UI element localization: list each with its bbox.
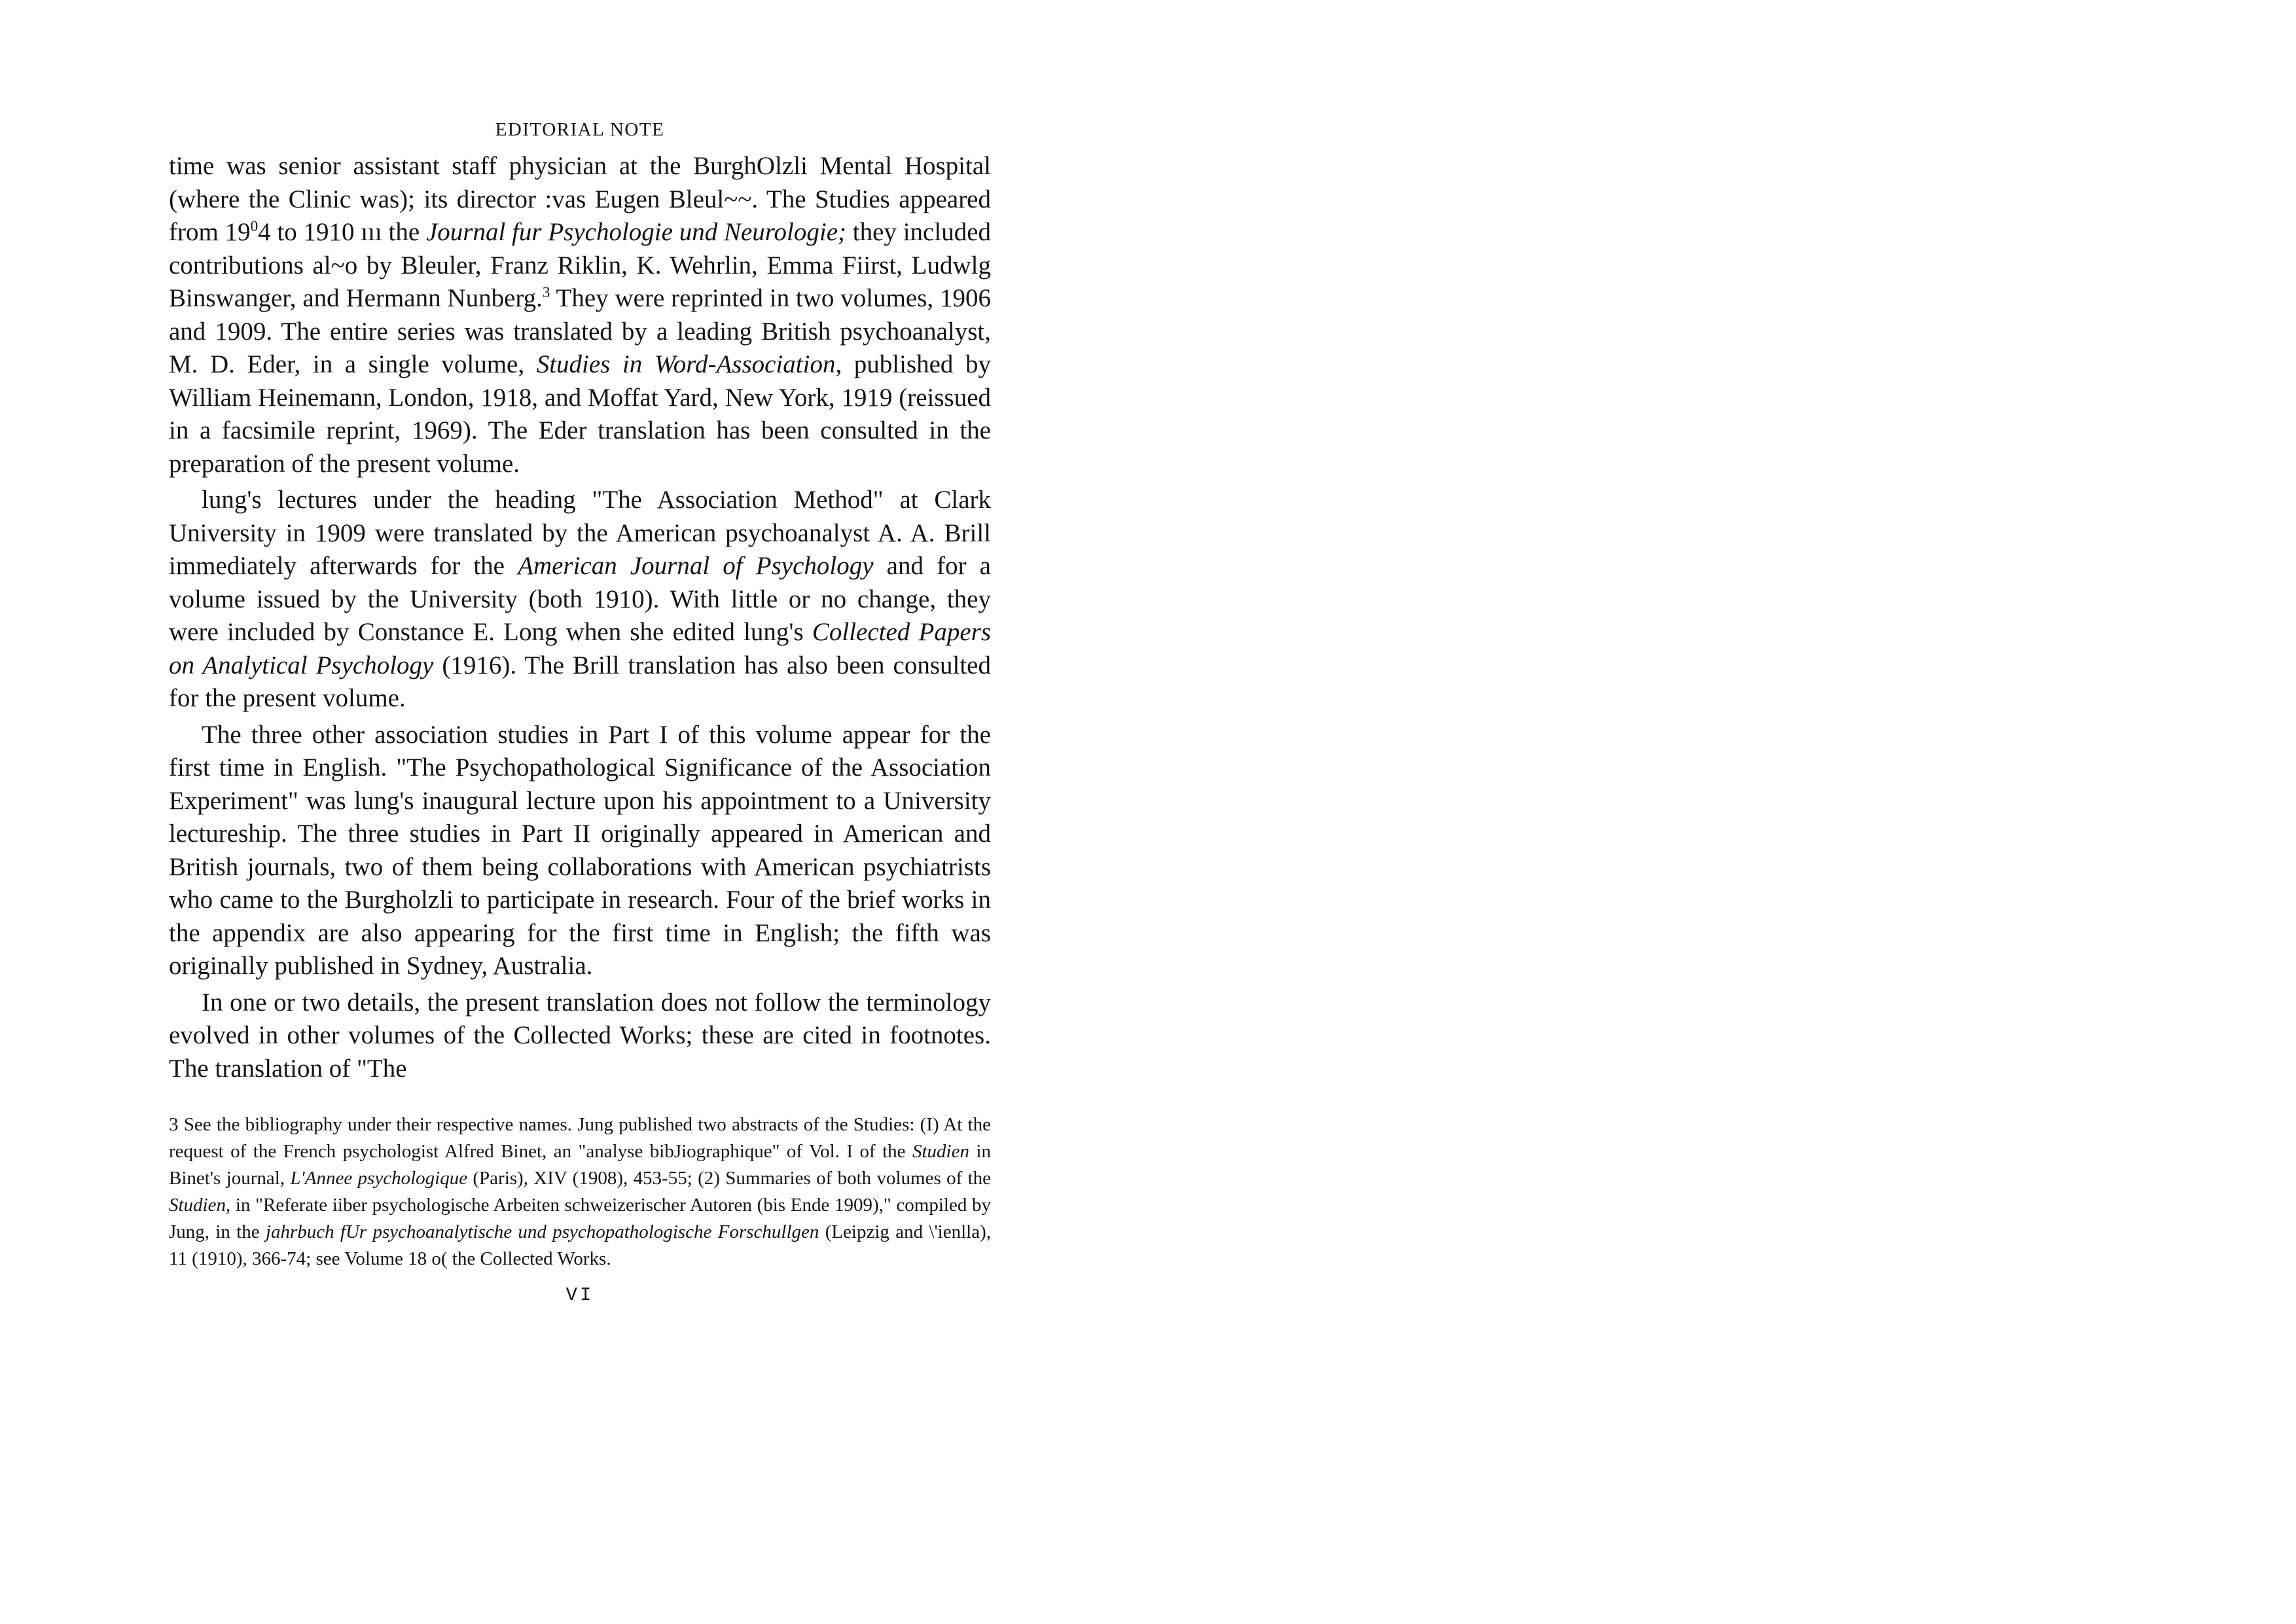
p2-journal-title: American Journal of Psychology <box>518 552 874 580</box>
footnotes <box>169 1111 991 1272</box>
fn-italic-3: Studien, <box>169 1195 231 1216</box>
fn-text-1: 3 See the bibliography under their respective names. Jung published two abstracts of the Studies: (I) At the request of the French psychologist Alfred Binet, an "analyse bibJiographique" of Vol. I of the <box>169 1114 991 1162</box>
p1-journal-title: Journal fur Psychologie und Neurologie; <box>425 218 847 246</box>
paragraph-1 <box>169 150 991 480</box>
footnote-3 <box>169 1111 991 1272</box>
fn-text-3: (Paris), XIV (1908), 453-55; (2) Summaries of both volumes of the <box>467 1168 992 1189</box>
p2-text-2: and for a volume issued by the University (both 1910). With little or no change, they were included by Constance E. Long when she edited lung's <box>169 552 991 646</box>
p2-text-1: lung's lectures under the heading "The Association Method" at Clark University in 1909 were translated by the American psychoanalyst A. A. Brill immediately afterwards for the <box>169 486 991 580</box>
p1-text-2: 4 to 1910 ııı the <box>258 218 426 246</box>
paragraph-2 <box>169 484 991 715</box>
p1-text-4: They were reprinted in two volumes, 1906 and 1909. The entire series was translated by a leading British psychoanalyst, M. D. Eder, in a single volume, <box>169 284 991 378</box>
footnote-ref-3[interactable]: 3 <box>542 284 550 300</box>
p1-text-5: published by William Heinemann, London, 1918, and Moffat Yard, New York, 1919 (reissued in a facsimile reprint, 1969). The Eder translation has been consulted in the preparation of the present volume. <box>169 350 992 478</box>
p1-text-1: time was senior assistant staff physician at the BurghOlzli Mental Hospital (where the Clinic was); its director :vas Eugen Bleul~~. The Studies appeared from 19 <box>169 152 991 246</box>
book-page <box>169 115 991 1306</box>
fn-text-2: in Binet's journal, <box>169 1141 991 1189</box>
p2-text-3: (1916). The Brill translation has also been consulted for the present volume. <box>169 651 991 712</box>
fn-text-4: in "Referate iiber psychologische Arbeiten schweizerischer Autoren (bis Ende 1909)," compiled by Jung, in the <box>169 1195 991 1242</box>
paragraph-3: The three other association studies in Part I of this volume appear for the first time in English. "The Psychopathological Significance of the Association Experiment" was lung's inaugural lecture upon his appointment to a University lectureship. The three studies in Part II originally appeared in American and British journals, two of them being collaborations with American psychiatrists who came to the Burgholzli to participate in research. Four of the brief works in the appendix are also appearing for the first time in English; the fifth was originally published in Sydney, Australia. <box>169 720 991 980</box>
fn-text-5: (Leipzig and \'ienlla), 11 (1910), 366-74; see Volume 18 o( the Collected Works. <box>169 1221 991 1269</box>
page-number: VI <box>565 1284 594 1306</box>
running-head: EDITORIAL NOTE <box>495 119 665 140</box>
p2-book-title: Collected Papers on Analytical Psychology <box>169 618 991 679</box>
p1-text-3: they included contributions al~o by Bleuler, Franz Riklin, K. Wehrlin, Emma Fiirst, Ludwlg Binswanger, and Hermann Nunberg. <box>169 218 991 312</box>
paragraph-4: In one or two details, the present translation does not follow the terminology evolved in other volumes of the Collected Works; these are cited in footnotes. The translation of "The <box>169 988 991 1083</box>
fn-italic-2: L'Annee psychologique <box>290 1168 468 1189</box>
body-text <box>169 150 991 1085</box>
p1-superscript-a: 0 <box>250 218 259 234</box>
fn-italic-4: jahrbuch fUr psychoanalytische und psychopathologische Forschullgen <box>265 1221 819 1242</box>
p1-book-title: Studies in Word-Association, <box>536 350 842 378</box>
fn-italic-1: Studien <box>912 1141 969 1162</box>
